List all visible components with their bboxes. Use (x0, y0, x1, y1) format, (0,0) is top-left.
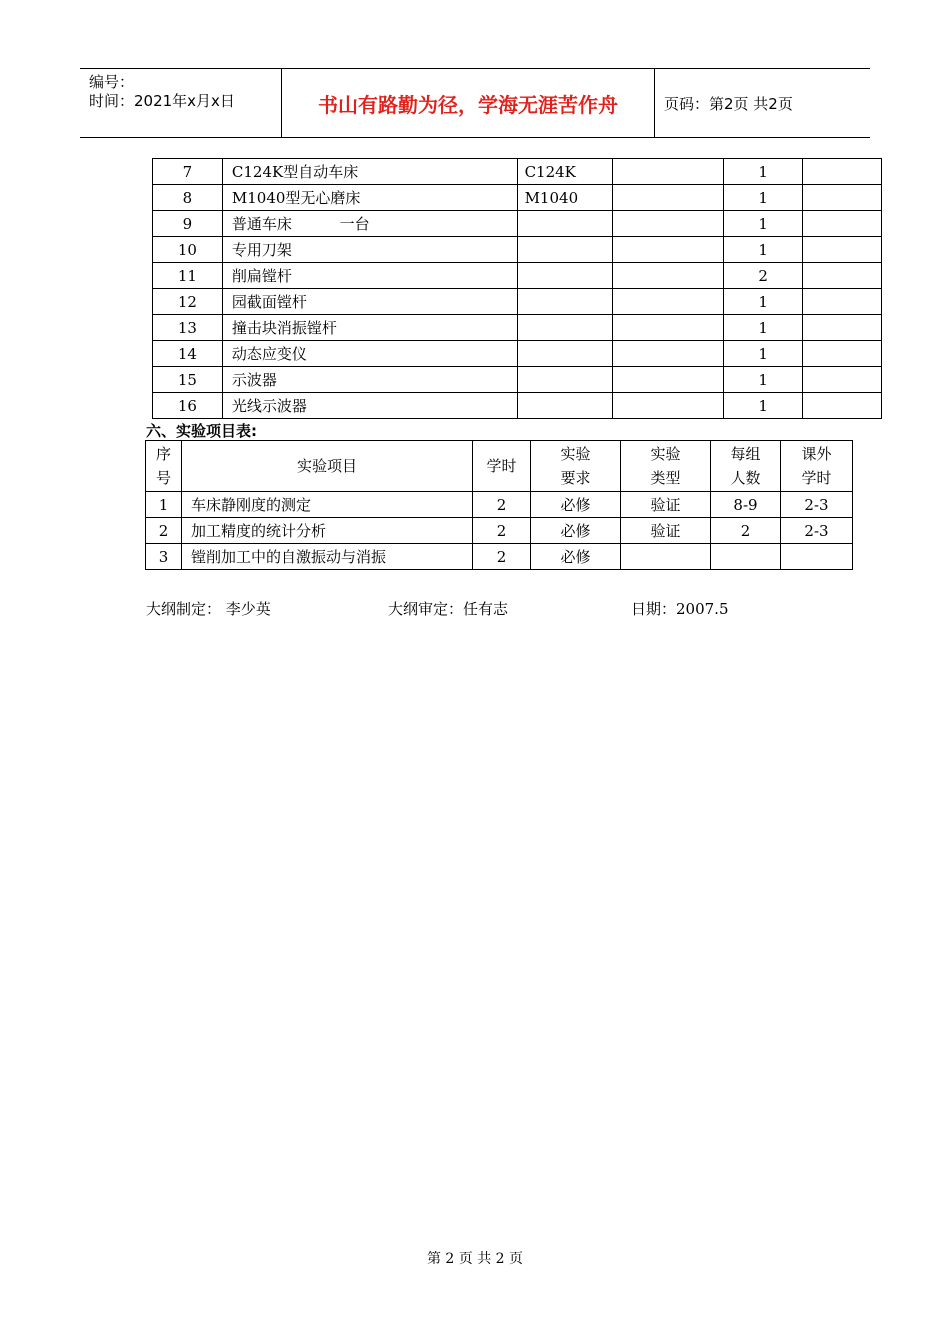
equipment-blank (612, 315, 724, 341)
equipment-name: 光线示波器 (222, 393, 517, 419)
experiment-group: 8-9 (711, 492, 781, 518)
header-extra-hours: 课外 学时 (781, 441, 853, 492)
equipment-row (153, 393, 882, 419)
equipment-blank (612, 211, 724, 237)
experiment-item: 车床静刚度的测定 (182, 492, 473, 518)
experiment-type (621, 544, 711, 570)
equipment-row (153, 159, 882, 185)
header-motto: 书山有路勤为径，学海无涯苦作舟 (282, 69, 655, 137)
experiment-extra (781, 544, 853, 570)
equipment-qty: 1 (724, 237, 803, 263)
experiment-req: 必修 (531, 544, 621, 570)
experiment-row (146, 518, 853, 544)
equipment-note (803, 315, 882, 341)
equipment-model (517, 237, 612, 263)
equipment-model: C124K (517, 159, 612, 185)
reviewer-label: 大纲审定：任有志 (388, 600, 509, 618)
equipment-qty: 2 (724, 263, 803, 289)
equipment-blank (612, 263, 724, 289)
experiment-item: 加工精度的统计分析 (182, 518, 473, 544)
equipment-model (517, 289, 612, 315)
header-page-label: 页码：第2页 共2页 (664, 94, 793, 113)
header-type: 实验 类型 (621, 441, 711, 492)
equipment-blank (612, 185, 724, 211)
page-header (80, 68, 870, 138)
time-label: 时间：2021年x月x日 (89, 92, 235, 110)
equipment-note (803, 237, 882, 263)
header-seq: 序 号 (146, 441, 182, 492)
equipment-table (152, 158, 882, 419)
equipment-name: 削扁镗杆 (222, 263, 517, 289)
equipment-name: 动态应变仪 (222, 341, 517, 367)
experiment-req: 必修 (531, 518, 621, 544)
equipment-qty: 1 (724, 185, 803, 211)
author-label: 大纲制定： 李少英 (146, 600, 271, 618)
equipment-blank (612, 341, 724, 367)
equipment-no: 15 (153, 367, 223, 393)
experiment-row (146, 492, 853, 518)
equipment-note (803, 289, 882, 315)
equipment-row (153, 263, 882, 289)
equipment-blank (612, 159, 724, 185)
equipment-row (153, 367, 882, 393)
equipment-note (803, 211, 882, 237)
equipment-model (517, 211, 612, 237)
experiment-seq: 2 (146, 518, 182, 544)
experiment-req: 必修 (531, 492, 621, 518)
experiment-seq: 3 (146, 544, 182, 570)
equipment-name: 专用刀架 (222, 237, 517, 263)
equipment-qty: 1 (724, 289, 803, 315)
experiment-hours: 2 (473, 544, 531, 570)
experiment-section-title: 六、实验项目表: (146, 422, 257, 440)
experiment-group: 2 (711, 518, 781, 544)
equipment-no: 14 (153, 341, 223, 367)
equipment-blank (612, 237, 724, 263)
equipment-no: 8 (153, 185, 223, 211)
equipment-qty: 1 (724, 315, 803, 341)
equipment-no: 12 (153, 289, 223, 315)
equipment-model (517, 315, 612, 341)
experiment-table (145, 440, 853, 570)
equipment-blank (612, 393, 724, 419)
equipment-model (517, 341, 612, 367)
equipment-blank (612, 289, 724, 315)
equipment-no: 16 (153, 393, 223, 419)
header-requirement: 实验 要求 (531, 441, 621, 492)
equipment-row (153, 211, 882, 237)
equipment-qty: 1 (724, 159, 803, 185)
experiment-extra: 2-3 (781, 492, 853, 518)
equipment-no: 10 (153, 237, 223, 263)
equipment-note (803, 159, 882, 185)
equipment-blank (612, 367, 724, 393)
equipment-no: 13 (153, 315, 223, 341)
number-label: 编号： (89, 73, 135, 91)
equipment-row (153, 341, 882, 367)
equipment-name: 撞击块消振镗杆 (222, 315, 517, 341)
page-number: 第 2 页 共 2 页 (426, 1251, 524, 1267)
equipment-name: C124K型自动车床 (222, 159, 517, 185)
equipment-qty: 1 (724, 367, 803, 393)
header-group-size: 每组 人数 (711, 441, 781, 492)
experiment-hours: 2 (473, 492, 531, 518)
header-item: 实验项目 (182, 441, 473, 492)
equipment-model (517, 367, 612, 393)
experiment-type: 验证 (621, 518, 711, 544)
equipment-qty: 1 (724, 393, 803, 419)
equipment-row (153, 289, 882, 315)
equipment-model (517, 393, 612, 419)
experiment-hours: 2 (473, 518, 531, 544)
equipment-row (153, 237, 882, 263)
equipment-name: M1040型无心磨床 (222, 185, 517, 211)
equipment-qty: 1 (724, 211, 803, 237)
equipment-name: 示波器 (222, 367, 517, 393)
header-hours: 学时 (473, 441, 531, 492)
experiment-type: 验证 (621, 492, 711, 518)
experiment-seq: 1 (146, 492, 182, 518)
equipment-note (803, 393, 882, 419)
experiment-item: 镗削加工中的自激振动与消振 (182, 544, 473, 570)
equipment-note (803, 341, 882, 367)
equipment-no: 11 (153, 263, 223, 289)
equipment-no: 7 (153, 159, 223, 185)
date-label: 日期：2007.5 (631, 600, 729, 618)
equipment-qty: 1 (724, 341, 803, 367)
experiment-extra: 2-3 (781, 518, 853, 544)
header-meta (80, 69, 282, 137)
experiment-row (146, 544, 853, 570)
equipment-model (517, 263, 612, 289)
equipment-row (153, 185, 882, 211)
equipment-model: M1040 (517, 185, 612, 211)
equipment-no: 9 (153, 211, 223, 237)
equipment-note (803, 185, 882, 211)
equipment-note (803, 367, 882, 393)
equipment-name: 园截面镗杆 (222, 289, 517, 315)
equipment-name: 普通车床 一台 (222, 211, 517, 237)
equipment-row (153, 315, 882, 341)
equipment-table-body (153, 159, 882, 419)
experiment-table-header (146, 441, 853, 492)
experiment-group (711, 544, 781, 570)
equipment-note (803, 263, 882, 289)
